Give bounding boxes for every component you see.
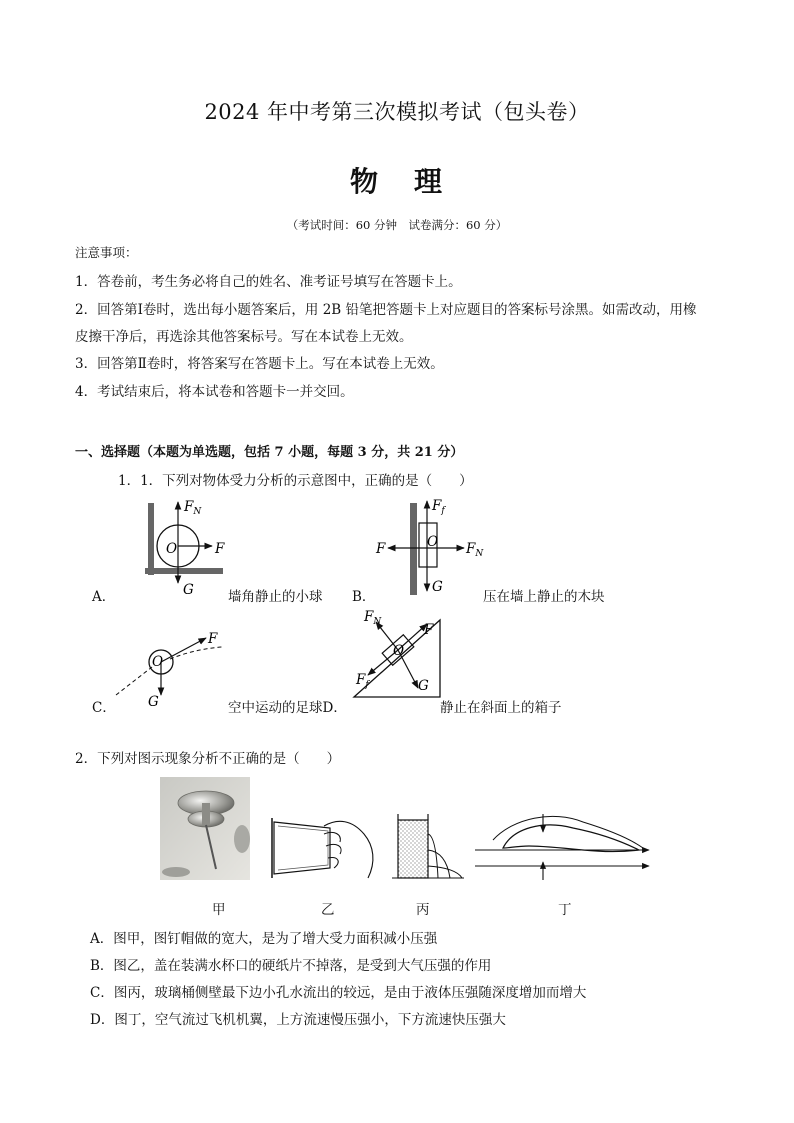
label-g: G [432,579,443,595]
notice-item: 1．答卷前，考生务必将自己的姓名、准考证号填写在答题卡上。 [75,274,462,290]
label-o: O [393,643,405,659]
q2-figure-bing [392,812,464,882]
label-fn: $F_N$ [184,499,202,517]
q2-figure-ding [473,812,653,882]
floor-shape [145,568,223,574]
q2-option-b: B．图乙，盖在装满水杯口的硬纸片不掉落，是受到大气压强的作用 [90,958,492,974]
q2-option-a: A．图甲，图钉帽做的宽大，是为了增大受力面积减小压强 [90,931,438,947]
q2-option-c: C．图丙，玻璃桶侧壁最下边小孔水流出的较远，是由于液体压强随深度增加而增大 [90,985,587,1001]
exam-info: （考试时间：60 分钟 试卷满分：60 分） [286,218,508,232]
q1-option-b-letter: B． [352,589,376,605]
label-g: G [148,694,159,710]
q1-option-a-letter: A． [92,589,116,605]
label-o: O [166,541,178,557]
q1-option-d-caption: 静止在斜面上的箱子 [440,700,562,716]
q1-figure-a [110,495,230,600]
q1-option-b-caption: 压在墙上静止的木块 [483,589,605,605]
thumbtack-head [162,867,190,877]
figure-label-jia: 甲 [212,902,226,918]
figure-label-ding: 丁 [558,902,572,918]
wall-shape [148,503,154,575]
subject-char-2: 理 [414,165,445,198]
column-rim [398,814,428,820]
label-fn: $F_N$ [466,541,484,559]
water-jet [428,850,450,878]
subject-title [0,160,794,200]
cup-shape [274,822,330,874]
label-f: F [215,541,225,557]
q1-stem: 1．1．下列对物体受力分析的示意图中，正确的是（ ） [118,473,473,489]
label-o: O [427,534,439,550]
streamline [493,816,643,848]
notice-item: 4．考试结束后，将本试卷和答题卡一并交回。 [75,384,354,400]
water-shape [278,826,328,870]
label-g: G [418,678,429,694]
exam-title: 2024 年中考第三次模拟考试（包头卷） [204,100,590,124]
q2-figure-yi [268,812,380,882]
thumbtack-head [234,825,250,853]
water-jet [428,866,462,878]
notice-item: 3．回答第Ⅱ卷时，将答案写在答题卡上。写在本试卷上无效。 [75,356,444,372]
q2-option-d: D．图丁，空气流过飞机机翼，上方流速慢压强小，下方流速快压强大 [90,1012,506,1028]
q1-option-c-letter: C． [92,700,116,716]
section-heading-main: 一、选择题 [75,445,141,460]
thumbtack-body [202,803,210,825]
notice-heading: 注意事项： [75,245,138,260]
section-heading-note: （本题为单选题，包括 7 小题，每题 3 分，共 21 分） [140,445,464,460]
label-o: O [152,654,164,670]
wall-shape [410,503,417,595]
q1-option-a-caption: 墙角静止的小球 [228,589,323,605]
water-jet [428,834,438,878]
label-f: F [424,622,434,638]
q1-figure-c [110,625,230,710]
q1-option-c-caption: 空中运动的足球D． [228,700,347,716]
q2-figure-jia [160,777,250,880]
wing-shape [503,825,639,852]
trajectory-line [116,667,152,695]
q1-figure-d [350,610,450,702]
q2-stem: 2．下列对图示现象分析不正确的是（ ） [75,751,341,767]
hand-shape [324,821,373,878]
label-g: G [183,582,194,598]
label-f: F [208,631,218,647]
notice-item: 2．回答第Ⅰ卷时，选出每小题答案后，用 2B 铅笔把答题卡上对应题目的答案标号涂黑。如需改动，用橡 [75,302,697,318]
q1-figure-b [368,495,488,600]
subject-char-1: 物 [349,165,380,198]
figure-label-bing: 丙 [416,902,430,918]
water-column [398,820,428,878]
label-ff: $F_f$ [432,498,445,516]
figure-label-yi: 乙 [321,902,335,918]
notice-item: 皮擦干净后，再选涂其他答案标号。写在本试卷上无效。 [75,329,413,345]
label-f: F [376,541,386,557]
section-heading [75,441,463,460]
label-fn: $F_N$ [364,610,382,627]
finger-shape [324,832,341,868]
label-ff: $F_f$ [356,672,369,690]
